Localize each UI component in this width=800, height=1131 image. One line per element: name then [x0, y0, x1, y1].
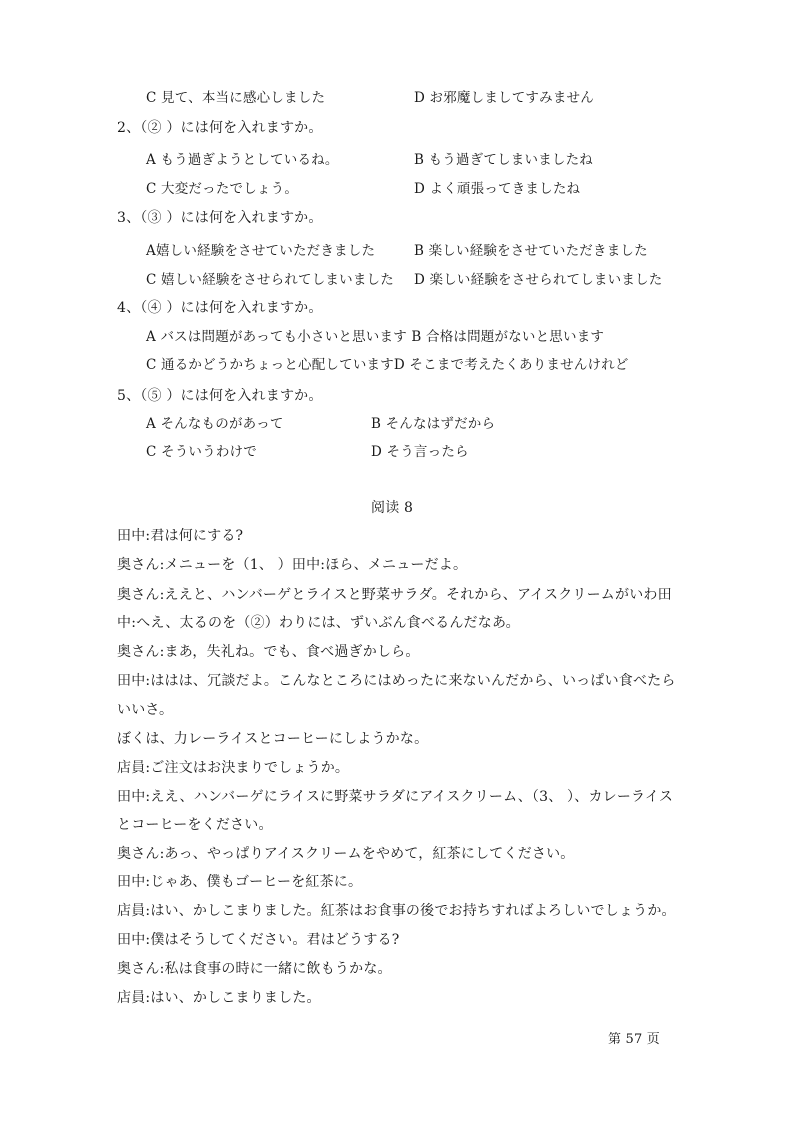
q1-option-c: C 見て、本当に感心しました: [146, 90, 326, 106]
dialogue-line: 店員:ご注文はお決まりでしょうか。: [117, 760, 350, 776]
dialogue-line: いいさ。: [117, 702, 174, 718]
q1-option-d: D お邪魔しましてすみません: [414, 90, 594, 106]
q2-option-d: D よく頑張ってきましたね: [414, 181, 581, 197]
q3-option-a: A嬉しい経験をさせていただきました: [146, 243, 376, 259]
q2-option-b: B もう過ぎてしまいましたね: [414, 152, 594, 168]
q4-options-ab: A バスは問題があっても小さいと思います B 合格は問題がないと思います: [146, 329, 605, 345]
dialogue-line: とコーヒーをください。: [117, 817, 273, 833]
dialogue-line: 店員:はい、かしこまりました。: [117, 990, 321, 1006]
dialogue-line: 田中:僕はそうしてください。君はどうする?: [117, 932, 400, 948]
dialogue-line: 奥さん:あっ、やっぱりアイスクリームをやめて，紅茶にしてください。: [117, 846, 575, 862]
q4-prompt: 4、（④ ）には何を入れますか。: [117, 300, 323, 316]
dialogue-line: 奥さん:私は食事の時に一緒に飲もうかな。: [117, 961, 392, 977]
dialogue-line: 店員:はい、かしこまりました。紅茶はお食事の後でお持ちすればよろしいでしょうか。: [117, 903, 676, 919]
q5-option-c: C そういうわけで: [146, 444, 257, 460]
q5-option-a: A そんなものがあって: [146, 416, 284, 432]
reading-title: 阅读 8: [371, 500, 414, 516]
dialogue-line: 田中:ええ、ハンバーゲにライスに野菜サラダにアイスクリーム、（3、 ）、カレーライス: [117, 789, 674, 805]
q3-prompt: 3、（③ ）には何を入れますか。: [117, 210, 323, 226]
dialogue-line: 奥さん:まあ，失礼ね。でも、食べ過ぎかしら。: [117, 644, 420, 660]
q3-option-d: D 楽しい経験をさせられてしまいました: [414, 272, 663, 288]
q5-option-d: D そう言ったら: [371, 444, 469, 460]
dialogue-line: 奥さん:ええと、ハンバーゲとライスと野菜サラダ。それから、アイスクリームがいわ田: [117, 587, 672, 603]
dialogue-line: 田中:君は何にする?: [117, 528, 244, 544]
dialogue-line: 中:へえ、太るのを（②）わりには、ずいぶん食べるんだなあ。: [117, 615, 520, 631]
q2-prompt: 2、（② ）には何を入れますか。: [117, 120, 323, 136]
q4-options-cd: C 通るかどうかちょっと心配していますD そこまで考えたくありませんけれど: [146, 357, 629, 373]
dialogue-line: 田中:ははは、冗談だよ。こんなところにはめったに来ないんだから、いっぱい食べたら: [117, 673, 676, 689]
q2-option-c: C 大変だったでしょう。: [146, 181, 299, 197]
q3-option-b: B 楽しい経験をさせていただきました: [414, 243, 648, 259]
page-number: 第 57 页: [608, 1032, 661, 1047]
q2-option-a: A もう過ぎようとしているね。: [146, 152, 339, 168]
dialogue-line: 田中:じゃあ、僕もゴーヒーを紅茶に。: [117, 874, 363, 890]
q5-option-b: B そんなはずだから: [371, 416, 496, 432]
dialogue-line: 奥さん:メニューを（1、 ）田中:ほら、メニューだよ。: [117, 557, 468, 573]
q5-prompt: 5、（⑤ ）には何を入れますか。: [117, 388, 323, 404]
q3-option-c: C 嬉しい経験をさせられてしまいました: [146, 272, 394, 288]
dialogue-line: ぼくは、力レーライスとコーヒーにしようかな。: [117, 731, 429, 747]
